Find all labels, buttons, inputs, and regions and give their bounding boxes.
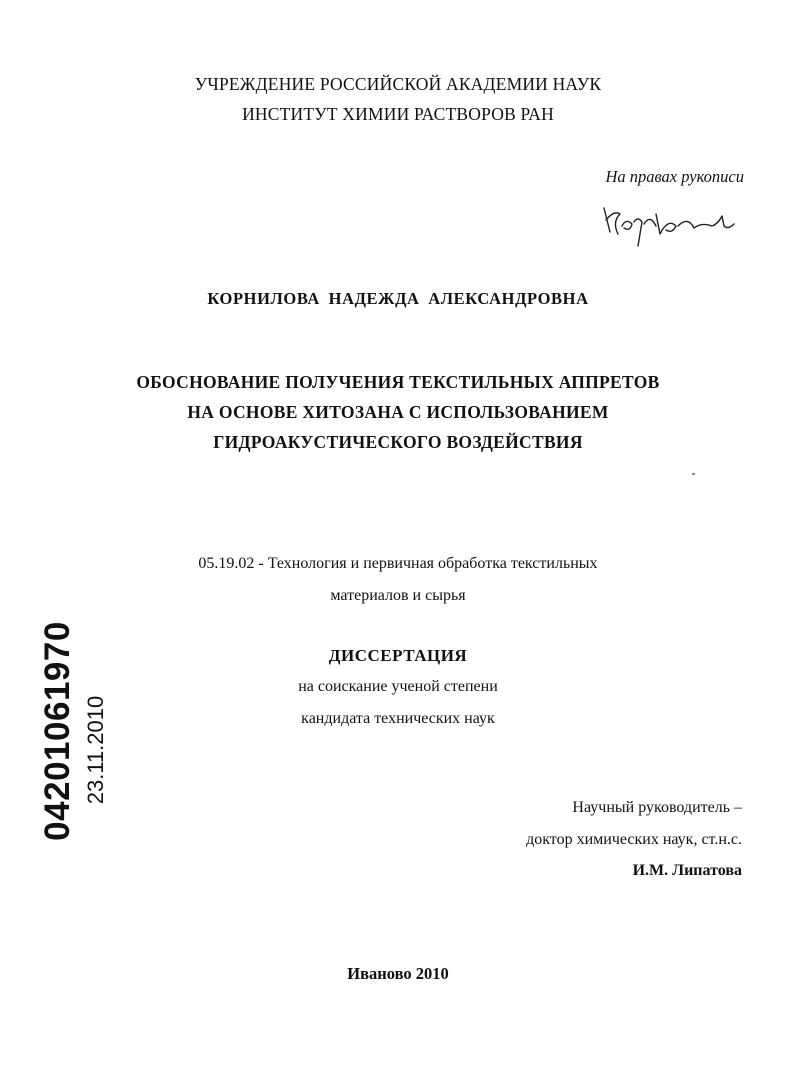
title-line-1: ОБОСНОВАНИЕ ПОЛУЧЕНИЯ ТЕКСТИЛЬНЫХ АППРЕТОВ <box>136 372 660 392</box>
manuscript-note: На правах рукописи <box>605 167 744 186</box>
city-year: Иваново 2010 <box>347 964 449 983</box>
dissertation-label: ДИССЕРТАЦИЯ <box>328 646 468 665</box>
supervisor-degree: доктор химических наук, ст.н.с. <box>526 831 742 848</box>
author-signature <box>598 196 738 256</box>
supervisor-role: Научный руководитель – <box>572 799 742 816</box>
degree-line-2: кандидата технических наук <box>301 710 495 727</box>
scan-speck <box>692 473 695 475</box>
title-line-2: НА ОСНОВЕ ХИТОЗАНА С ИСПОЛЬЗОВАНИЕМ <box>187 402 609 422</box>
specialty-line-1: 05.19.02 - Технология и первичная обработка текстильных <box>198 555 598 572</box>
degree-line-1: на соискание ученой степени <box>298 678 498 695</box>
institution-line-1: УЧРЕЖДЕНИЕ РОССИЙСКОЙ АКАДЕМИИ НАУК <box>194 74 602 94</box>
specialty-line-2: материалов и сырья <box>330 587 466 604</box>
institution-line-2: ИНСТИТУТ ХИМИИ РАСТВОРОВ РАН <box>242 104 554 124</box>
library-stamp-date: 23.11.2010 <box>83 695 108 805</box>
title-line-3: ГИДРОАКУСТИЧЕСКОГО ВОЗДЕЙСТВИЯ <box>213 432 583 452</box>
library-stamp-number: 04201061970 <box>38 621 77 841</box>
supervisor-name: И.М. Липатова <box>632 862 742 879</box>
author-name: КОРНИЛОВА НАДЕЖДА АЛЕКСАНДРОВНА <box>207 289 589 308</box>
